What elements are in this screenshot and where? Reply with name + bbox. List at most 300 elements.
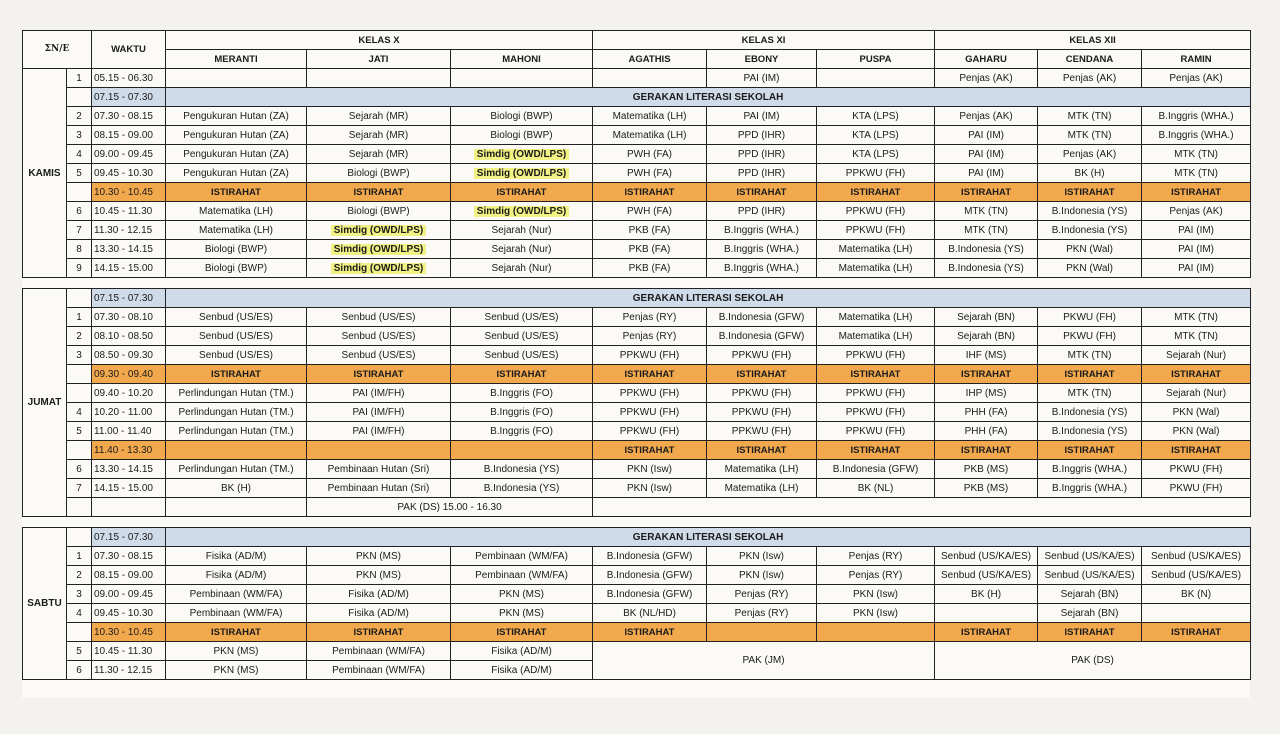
time-cell: 14.15 - 15.00 (92, 259, 166, 278)
break-cell: ISTIRAHAT (593, 441, 707, 460)
class-cell: Biologi (BWP) (166, 240, 307, 259)
class-cell: PWH (FA) (593, 202, 707, 221)
break-cell: ISTIRAHAT (817, 365, 935, 384)
class-cell: Sejarah (Nur) (451, 221, 593, 240)
break-cell (817, 623, 935, 642)
class-header: MERANTI (166, 50, 307, 69)
class-cell: PPKWU (FH) (817, 403, 935, 422)
class-cell: KTA (LPS) (817, 126, 935, 145)
class-cell: Perlindungan Hutan (TM.) (166, 460, 307, 479)
class-cell: Perlindungan Hutan (TM.) (166, 403, 307, 422)
class-cell: PKN (Isw) (593, 479, 707, 498)
time-cell: 07.15 - 07.30 (92, 528, 166, 547)
break-cell: ISTIRAHAT (307, 183, 451, 202)
class-cell: B.Inggris (FO) (451, 422, 593, 441)
class-cell: Pengukuran Hutan (ZA) (166, 164, 307, 183)
class-cell: PKN (Wal) (1038, 240, 1142, 259)
break-cell: ISTIRAHAT (935, 623, 1038, 642)
class-cell: Senbud (US/KA/ES) (1038, 547, 1142, 566)
class-cell: Penjas (AK) (1142, 202, 1251, 221)
break-cell (707, 623, 817, 642)
period-number: 3 (67, 585, 92, 604)
class-cell: B.Indonesia (YS) (1038, 422, 1142, 441)
class-cell: Matematika (LH) (817, 259, 935, 278)
time-cell: 08.50 - 09.30 (92, 346, 166, 365)
time-cell: 11.40 - 13.30 (92, 441, 166, 460)
break-cell: ISTIRAHAT (451, 623, 593, 642)
class-header: JATI (307, 50, 451, 69)
period-number (67, 528, 92, 547)
class-cell: PKB (FA) (593, 240, 707, 259)
class-cell: Matematika (LH) (707, 460, 817, 479)
class-cell: B.Indonesia (GFW) (707, 308, 817, 327)
class-cell: Sejarah (BN) (935, 327, 1038, 346)
period-number: 3 (67, 346, 92, 365)
break-cell: ISTIRAHAT (1038, 365, 1142, 384)
class-cell: PPKWU (FH) (707, 403, 817, 422)
class-cell: Fisika (AD/M) (451, 661, 593, 680)
class-cell: Senbud (US/KA/ES) (935, 566, 1038, 585)
class-cell (307, 240, 451, 259)
table-row (23, 202, 1251, 221)
period-number: 4 (67, 604, 92, 623)
table-row (23, 240, 1251, 259)
break-cell (451, 441, 593, 460)
class-cell: PKB (FA) (593, 221, 707, 240)
header-row-groups (23, 31, 1251, 50)
class-cell: B.Inggris (WHA.) (1038, 460, 1142, 479)
table-row (23, 642, 1251, 661)
table-row (23, 498, 1251, 517)
class-cell: Senbud (US/KA/ES) (1038, 566, 1142, 585)
class-cell (166, 498, 307, 517)
class-cell (166, 69, 307, 88)
class-cell: PKN (Isw) (593, 460, 707, 479)
break-cell: ISTIRAHAT (166, 365, 307, 384)
class-cell: PPKWU (FH) (817, 346, 935, 365)
class-cell: PAI (IM) (1142, 221, 1251, 240)
class-cell: PKN (Wal) (1142, 422, 1251, 441)
class-cell: Senbud (US/ES) (166, 308, 307, 327)
class-cell (451, 145, 593, 164)
class-cell: Perlindungan Hutan (TM.) (166, 422, 307, 441)
class-cell: BK (NL/HD) (593, 604, 707, 623)
table-row (23, 346, 1251, 365)
class-cell: Penjas (AK) (1142, 69, 1251, 88)
class-cell: Matematika (LH) (707, 479, 817, 498)
day-label: KAMIS (23, 69, 67, 278)
day-separator (23, 278, 1251, 289)
break-cell: ISTIRAHAT (707, 183, 817, 202)
class-header: MAHONI (451, 50, 593, 69)
class-cell: Matematika (LH) (817, 327, 935, 346)
period-number: 5 (67, 164, 92, 183)
class-cell: Penjas (RY) (707, 604, 817, 623)
class-cell: PKN (Wal) (1142, 403, 1251, 422)
class-cell (593, 498, 1251, 517)
break-cell: ISTIRAHAT (593, 623, 707, 642)
class-cell: B.Indonesia (YS) (1038, 221, 1142, 240)
table-row (23, 69, 1251, 88)
break-cell (307, 441, 451, 460)
time-cell: 08.10 - 08.50 (92, 327, 166, 346)
class-cell: MTK (TN) (1142, 164, 1251, 183)
class-cell: Matematika (LH) (593, 107, 707, 126)
class-header: EBONY (707, 50, 817, 69)
table-row (23, 403, 1251, 422)
class-cell: Matematika (LH) (593, 126, 707, 145)
class-cell: PPKWU (FH) (593, 346, 707, 365)
class-cell: Pengukuran Hutan (ZA) (166, 107, 307, 126)
class-cell (1142, 604, 1251, 623)
period-number: 2 (67, 566, 92, 585)
table-row (23, 259, 1251, 278)
class-cell: Matematika (LH) (166, 202, 307, 221)
break-cell: ISTIRAHAT (307, 623, 451, 642)
table-row (23, 289, 1251, 308)
table-row (23, 460, 1251, 479)
class-cell: Pembinaan Hutan (Sri) (307, 479, 451, 498)
class-cell: B.Indonesia (YS) (451, 479, 593, 498)
class-cell: IHP (MS) (935, 384, 1038, 403)
break-cell: ISTIRAHAT (1038, 623, 1142, 642)
break-cell: ISTIRAHAT (1142, 623, 1251, 642)
class-cell: B.Indonesia (GFW) (593, 547, 707, 566)
class-cell: PKN (Isw) (817, 585, 935, 604)
time-cell: 13.30 - 14.15 (92, 240, 166, 259)
class-cell: PAI (IM) (1142, 259, 1251, 278)
table-row (23, 528, 1251, 547)
period-number: 6 (67, 202, 92, 221)
class-cell: KTA (LPS) (817, 107, 935, 126)
time-cell: 08.15 - 09.00 (92, 126, 166, 145)
class-cell: BK (H) (166, 479, 307, 498)
class-cell: Sejarah (BN) (1038, 585, 1142, 604)
day-label: JUMAT (23, 289, 67, 517)
period-number (67, 289, 92, 308)
class-cell: MTK (TN) (935, 202, 1038, 221)
break-cell: ISTIRAHAT (451, 365, 593, 384)
class-cell: B.Indonesia (GFW) (593, 566, 707, 585)
class-cell: Sejarah (MR) (307, 126, 451, 145)
class-cell (451, 164, 593, 183)
break-cell: ISTIRAHAT (307, 365, 451, 384)
schedule-table (22, 30, 1251, 680)
class-cell: B.Indonesia (GFW) (593, 585, 707, 604)
time-cell (92, 498, 166, 517)
class-cell: Biologi (BWP) (166, 259, 307, 278)
class-cell: Biologi (BWP) (451, 126, 593, 145)
class-cell: B.Inggris (WHA.) (707, 221, 817, 240)
class-cell: PHH (FA) (935, 403, 1038, 422)
class-cell: PAI (IM/FH) (307, 403, 451, 422)
class-cell: Pembinaan (WM/FA) (307, 642, 451, 661)
class-cell: PPKWU (FH) (817, 384, 935, 403)
class-cell: B.Inggris (WHA.) (707, 240, 817, 259)
class-cell: B.Inggris (FO) (451, 384, 593, 403)
break-cell (166, 441, 307, 460)
class-cell (451, 69, 593, 88)
time-cell: 05.15 - 06.30 (92, 69, 166, 88)
class-cell: Senbud (US/ES) (451, 346, 593, 365)
time-cell: 11.30 - 12.15 (92, 661, 166, 680)
class-cell: PKN (MS) (451, 585, 593, 604)
class-cell: PKN (MS) (166, 661, 307, 680)
class-cell: PPD (IHR) (707, 164, 817, 183)
table-row (23, 365, 1251, 384)
class-cell: B.Indonesia (YS) (935, 259, 1038, 278)
table-row (23, 422, 1251, 441)
class-cell: Matematika (LH) (166, 221, 307, 240)
class-cell: PPKWU (FH) (707, 346, 817, 365)
class-cell: PPD (IHR) (707, 145, 817, 164)
class-cell (451, 202, 593, 221)
period-number: 4 (67, 403, 92, 422)
period-number: 3 (67, 126, 92, 145)
class-cell: BK (NL) (817, 479, 935, 498)
class-cell: Pembinaan (WM/FA) (166, 604, 307, 623)
class-cell: Pembinaan Hutan (Sri) (307, 460, 451, 479)
table-row (23, 107, 1251, 126)
break-cell: ISTIRAHAT (451, 183, 593, 202)
class-cell: PKB (MS) (935, 460, 1038, 479)
separator-cell (23, 517, 1251, 528)
class-cell: Senbud (US/ES) (166, 327, 307, 346)
class-cell: Senbud (US/ES) (451, 308, 593, 327)
schedule-sheet (22, 30, 1250, 698)
time-cell: 07.30 - 08.10 (92, 308, 166, 327)
period-number: 4 (67, 145, 92, 164)
class-cell: BK (H) (1038, 164, 1142, 183)
time-cell: 09.40 - 10.20 (92, 384, 166, 403)
break-cell: ISTIRAHAT (593, 365, 707, 384)
class-cell: Fisika (AD/M) (166, 547, 307, 566)
period-number: 1 (67, 547, 92, 566)
class-cell: MTK (TN) (1142, 327, 1251, 346)
class-header: RAMIN (1142, 50, 1251, 69)
class-cell: PKB (FA) (593, 259, 707, 278)
table-row (23, 604, 1251, 623)
class-cell: IHF (MS) (935, 346, 1038, 365)
highlighted-subject: Simdig (OWD/LPS) (474, 149, 569, 160)
break-cell: ISTIRAHAT (1142, 183, 1251, 202)
period-number (67, 498, 92, 517)
class-group-header: KELAS XI (593, 31, 935, 50)
class-cell: Pembinaan (WM/FA) (307, 661, 451, 680)
class-cell: PPKWU (FH) (817, 221, 935, 240)
class-cell: Matematika (LH) (817, 240, 935, 259)
class-cell: Matematika (LH) (817, 308, 935, 327)
break-cell: ISTIRAHAT (817, 183, 935, 202)
class-cell (817, 69, 935, 88)
class-cell: Senbud (US/KA/ES) (1142, 547, 1251, 566)
class-cell: Senbud (US/ES) (451, 327, 593, 346)
time-cell: 07.15 - 07.30 (92, 289, 166, 308)
class-cell: Penjas (AK) (935, 69, 1038, 88)
class-cell: Senbud (US/KA/ES) (1142, 566, 1251, 585)
class-cell: MTK (TN) (935, 221, 1038, 240)
table-row (23, 547, 1251, 566)
table-row (23, 145, 1251, 164)
class-cell: B.Indonesia (YS) (935, 240, 1038, 259)
period-number: 5 (67, 642, 92, 661)
time-cell: 07.30 - 08.15 (92, 107, 166, 126)
period-number: 7 (67, 221, 92, 240)
period-number: 9 (67, 259, 92, 278)
time-cell: 10.45 - 11.30 (92, 642, 166, 661)
table-row (23, 88, 1251, 107)
class-cell: PPKWU (FH) (593, 403, 707, 422)
class-cell: Senbud (US/ES) (307, 327, 451, 346)
class-cell: PKN (Wal) (1038, 259, 1142, 278)
class-cell: PKN (Isw) (707, 566, 817, 585)
class-cell: PAI (IM/FH) (307, 422, 451, 441)
class-group-header: KELAS XII (935, 31, 1251, 50)
class-cell: PWH (FA) (593, 164, 707, 183)
class-cell: Perlindungan Hutan (TM.) (166, 384, 307, 403)
class-cell: Biologi (BWP) (307, 164, 451, 183)
class-cell: B.Indonesia (GFW) (817, 460, 935, 479)
class-cell: MTK (TN) (1038, 384, 1142, 403)
class-cell: Senbud (US/ES) (307, 308, 451, 327)
time-cell: 14.15 - 15.00 (92, 479, 166, 498)
table-row (23, 308, 1251, 327)
class-cell: B.Inggris (WHA.) (1142, 126, 1251, 145)
break-cell: ISTIRAHAT (707, 441, 817, 460)
period-number (67, 384, 92, 403)
table-row (23, 183, 1251, 202)
class-cell: MTK (TN) (1038, 346, 1142, 365)
class-cell: KTA (LPS) (817, 145, 935, 164)
class-cell: Penjas (RY) (817, 547, 935, 566)
period-number: 1 (67, 308, 92, 327)
class-cell: B.Indonesia (YS) (1038, 202, 1142, 221)
class-cell: Sejarah (BN) (1038, 604, 1142, 623)
time-cell: 09.45 - 10.30 (92, 604, 166, 623)
time-cell: 10.20 - 11.00 (92, 403, 166, 422)
pak-xi-cell: PAK (JM) (593, 642, 935, 680)
class-cell: B.Indonesia (YS) (1038, 403, 1142, 422)
table-row (23, 384, 1251, 403)
literacy-banner: GERAKAN LITERASI SEKOLAH (166, 88, 1251, 107)
time-cell: 10.30 - 10.45 (92, 183, 166, 202)
break-cell: ISTIRAHAT (166, 623, 307, 642)
class-cell: B.Inggris (FO) (451, 403, 593, 422)
class-cell: PAI (IM) (935, 126, 1038, 145)
time-cell: 07.15 - 07.30 (92, 88, 166, 107)
class-cell: PPKWU (FH) (817, 164, 935, 183)
class-cell: PKN (MS) (307, 547, 451, 566)
break-cell: ISTIRAHAT (1038, 441, 1142, 460)
table-row (23, 566, 1251, 585)
class-header: CENDANA (1038, 50, 1142, 69)
class-cell: B.Inggris (WHA.) (1142, 107, 1251, 126)
class-cell: Senbud (US/ES) (307, 346, 451, 365)
highlighted-subject: Simdig (OWD/LPS) (474, 168, 569, 179)
class-cell: Fisika (AD/M) (307, 604, 451, 623)
period-number (67, 365, 92, 384)
class-cell: B.Indonesia (GFW) (707, 327, 817, 346)
class-cell: Fisika (AD/M) (451, 642, 593, 661)
break-cell: ISTIRAHAT (935, 183, 1038, 202)
time-cell: 13.30 - 14.15 (92, 460, 166, 479)
day-separator (23, 517, 1251, 528)
class-cell: PKB (MS) (935, 479, 1038, 498)
period-number: 8 (67, 240, 92, 259)
class-cell (593, 69, 707, 88)
class-cell (307, 69, 451, 88)
break-cell: ISTIRAHAT (1142, 365, 1251, 384)
class-cell: Penjas (AK) (1038, 69, 1142, 88)
class-group-header: KELAS X (166, 31, 593, 50)
class-cell: Penjas (RY) (593, 327, 707, 346)
class-cell: Sejarah (Nur) (451, 240, 593, 259)
class-cell: PPKWU (FH) (593, 384, 707, 403)
class-cell (935, 604, 1038, 623)
class-header: PUSPA (817, 50, 935, 69)
class-cell: PKN (MS) (307, 566, 451, 585)
break-cell: ISTIRAHAT (935, 441, 1038, 460)
class-cell: Penjas (RY) (817, 566, 935, 585)
highlighted-subject: Simdig (OWD/LPS) (331, 263, 426, 274)
class-cell: Penjas (AK) (935, 107, 1038, 126)
class-cell (307, 259, 451, 278)
period-number: 1 (67, 69, 92, 88)
class-cell: Sejarah (BN) (935, 308, 1038, 327)
time-cell: 09.00 - 09.45 (92, 145, 166, 164)
class-cell: PKN (MS) (166, 642, 307, 661)
period-number (67, 183, 92, 202)
literacy-banner: GERAKAN LITERASI SEKOLAH (166, 289, 1251, 308)
header-row-classes (23, 50, 1251, 69)
class-cell: Sejarah (Nur) (451, 259, 593, 278)
class-cell: Penjas (RY) (707, 585, 817, 604)
class-cell: Senbud (US/ES) (166, 346, 307, 365)
time-cell: 09.00 - 09.45 (92, 585, 166, 604)
class-cell (307, 221, 451, 240)
class-cell: Pembinaan (WM/FA) (451, 566, 593, 585)
class-cell: Pembinaan (WM/FA) (451, 547, 593, 566)
period-number: 2 (67, 107, 92, 126)
class-cell: PPKWU (FH) (707, 422, 817, 441)
class-cell: PKWU (FH) (1142, 460, 1251, 479)
logo-mark: ΣΝ/Ε (44, 44, 70, 54)
logo-cell (23, 31, 92, 69)
break-cell: ISTIRAHAT (593, 183, 707, 202)
class-cell: MTK (TN) (1142, 145, 1251, 164)
class-cell: PAI (IM) (935, 145, 1038, 164)
time-cell: 10.30 - 10.45 (92, 623, 166, 642)
break-cell: ISTIRAHAT (166, 183, 307, 202)
class-cell: Penjas (AK) (1038, 145, 1142, 164)
class-cell: PPD (IHR) (707, 126, 817, 145)
time-cell: 07.30 - 08.15 (92, 547, 166, 566)
class-cell: Biologi (BWP) (307, 202, 451, 221)
break-cell: ISTIRAHAT (1038, 183, 1142, 202)
class-cell: PWH (FA) (593, 145, 707, 164)
class-cell: BK (H) (935, 585, 1038, 604)
class-cell: PKWU (FH) (1038, 327, 1142, 346)
highlighted-subject: Simdig (OWD/LPS) (474, 206, 569, 217)
class-cell: PKN (Isw) (817, 604, 935, 623)
table-row (23, 441, 1251, 460)
waktu-header: WAKTU (92, 31, 166, 69)
table-row (23, 126, 1251, 145)
class-cell: PKWU (FH) (1038, 308, 1142, 327)
class-cell: B.Inggris (WHA.) (1038, 479, 1142, 498)
table-row (23, 623, 1251, 642)
pak-xii-cell: PAK (DS) (935, 642, 1251, 680)
